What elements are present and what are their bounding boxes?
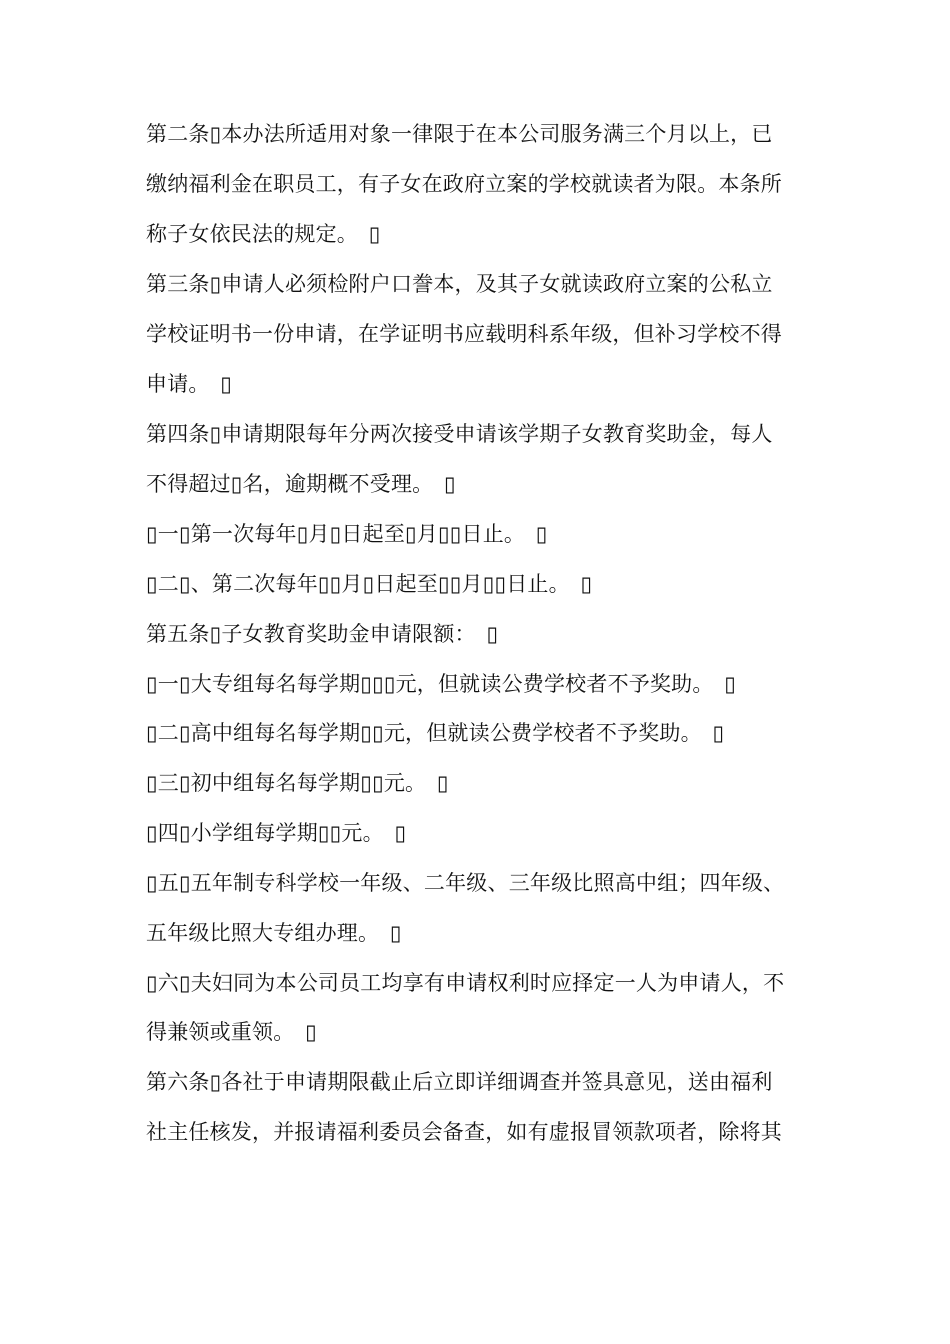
text-line: 第三条▯申请人必须检附户口誊本，及其子女就读政府立案的公私立 — [146, 272, 773, 296]
text-line: ▯三▯初中组每名每学期▯▯元。 ▯ — [146, 771, 449, 795]
text-line: 第六条▯各社于申请期限截止后立即详细调查并签具意见，送由福利 — [146, 1070, 773, 1094]
text-line: 得兼领或重领。 ▯ — [146, 1020, 317, 1044]
text-line: 称子女依民法的规定。 ▯ — [146, 222, 381, 246]
text-line: ▯六▯夫妇同为本公司员工均享有申请权利时应择定一人为申请人，不 — [146, 971, 785, 995]
text-line: 不得超过▯名，逾期概不受理。 ▯ — [146, 472, 456, 496]
text-line: 第二条▯本办法所适用对象一律限于在本公司服务满三个月以上，已 — [146, 122, 773, 146]
text-line: ▯五▯五年制专科学校一年级、二年级、三年级比照高中组；四年级、 — [146, 871, 785, 895]
text-line: 学校证明书一份申请，在学证明书应载明科系年级，但补习学校不得 — [146, 322, 782, 346]
text-line: ▯二▯、第二次每年▯▯月▯日起至▯▯月▯▯日止。 ▯ — [146, 572, 593, 596]
text-line: ▯四▯小学组每学期▯▯元。 ▯ — [146, 821, 407, 845]
text-line: 第五条▯子女教育奖助金申请限额： ▯ — [146, 622, 499, 646]
text-line: 缴纳福利金在职员工，有子女在政府立案的学校就读者为限。本条所 — [146, 172, 782, 196]
text-line: 五年级比照大专组办理。 ▯ — [146, 921, 402, 945]
text-line: ▯二▯高中组每名每学期▯▯元，但就读公费学校者不予奖助。 ▯ — [146, 721, 725, 745]
text-line: 社主任核发，并报请福利委员会备查，如有虚报冒领款项者，除将其 — [146, 1120, 782, 1144]
text-line: 第四条▯申请期限每年分两次接受申请该学期子女教育奖助金，每人 — [146, 422, 773, 446]
text-line: 申请。 ▯ — [146, 372, 233, 396]
text-line: ▯一▯第一次每年▯月▯日起至▯月▯▯日止。 ▯ — [146, 522, 548, 546]
text-line: ▯一▯大专组每名每学期▯▯▯元，但就读公费学校者不予奖助。 ▯ — [146, 672, 737, 696]
